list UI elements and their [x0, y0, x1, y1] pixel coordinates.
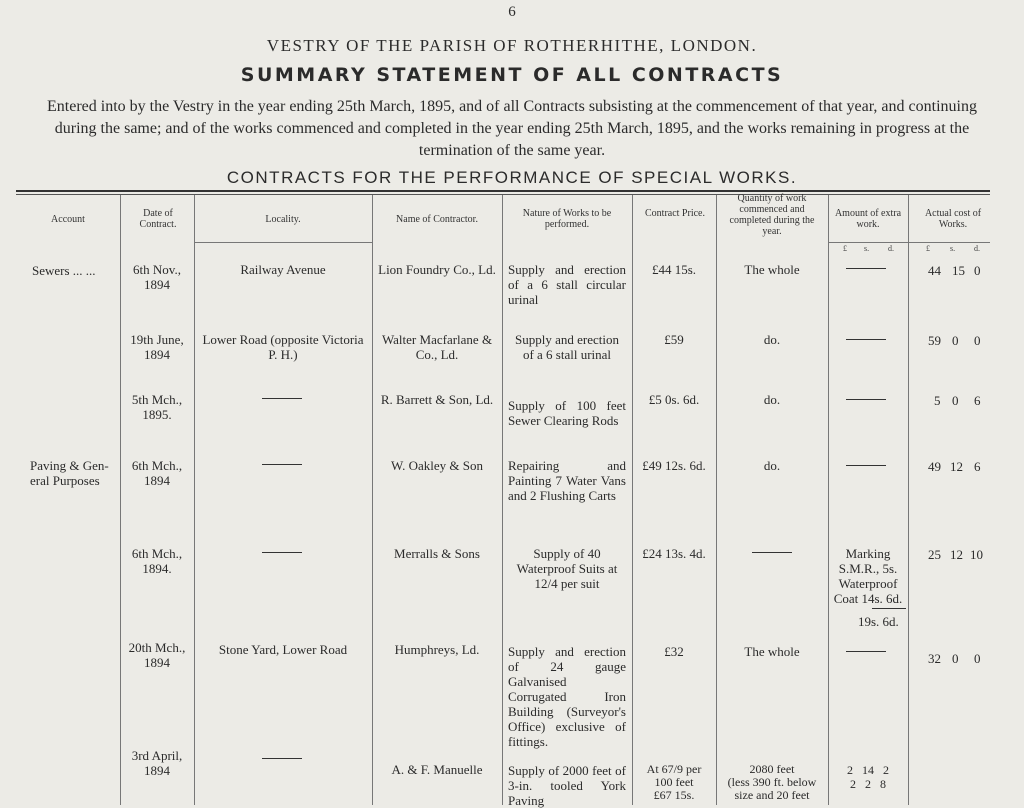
- row7-price-line1: At 67/9 per: [646, 762, 702, 776]
- row7-quantity-line3: size and 20 feet: [734, 788, 810, 802]
- row2-date-line2: 1894: [144, 347, 170, 362]
- row5-date-line2: 1894.: [142, 561, 172, 576]
- row5-extra: Marking S.M.R., 5s. Waterproof Coat 14s. 6d.: [833, 546, 903, 606]
- row4-nature: Repairing and Painting 7 Water Vans and 2 Flushing Carts: [508, 458, 626, 503]
- row1-date-line2: 1894: [144, 277, 170, 292]
- vestry-title: VESTRY OF THE PARISH OF ROTHERHITHE, LONDON.: [266, 36, 758, 55]
- row5-actual-l: 25: [928, 547, 941, 562]
- row5-actual-d: 10: [970, 547, 983, 562]
- row3-locality-dash: [262, 398, 302, 399]
- row7-contractor: A. & F. Manuelle: [391, 762, 483, 777]
- header-underline: [194, 242, 372, 243]
- row7-nature: Supply of 2000 feet of 3-in. tooled York Paving: [508, 763, 626, 808]
- row5-date-line1: 6th Mch.,: [131, 546, 183, 561]
- row1-nature: Supply and erection of a 6 stall circular urinal: [508, 262, 626, 307]
- row7-extra: [830, 763, 906, 791]
- row6-date: [122, 640, 192, 670]
- row2-actual-d: 0: [974, 333, 981, 348]
- row3-actual-d: 6: [974, 393, 981, 408]
- top-rule: [16, 190, 990, 192]
- column-divider: [632, 195, 633, 805]
- row7-price-line3: £67 15s.: [653, 788, 695, 802]
- account-paving-line2: eral Purposes: [30, 473, 100, 488]
- row1-locality: Railway Avenue: [240, 262, 326, 277]
- row6-price: £32: [664, 644, 684, 659]
- summary-title: SUMMARY STATEMENT OF ALL CONTRACTS: [240, 64, 784, 86]
- row5-price: £24 13s. 4d.: [642, 546, 706, 561]
- intro-paragraph: Entered into by the Vestry in the year ending 25th March, 1895, and of all Contracts subsisting at the commencement of that year, and continuing during the same; and of the works commenced and completed in the year ending 25th March, 1895, and the works remaining in progress at the termination of the same year.: [47, 98, 977, 159]
- row7-extra-line1: 2 14 2: [847, 763, 889, 777]
- top-rule-thin: [16, 194, 990, 195]
- row3-actual-l: 5: [934, 393, 941, 408]
- column-divider: [120, 195, 121, 805]
- row2-contractor: Walter Macfarlane & Co., Ld.: [381, 332, 493, 362]
- col-header-price: Contract Price.: [645, 208, 705, 219]
- section-title: CONTRACTS FOR THE PERFORMANCE OF SPECIAL WORKS.: [226, 168, 798, 187]
- row2-actual-l: 59: [928, 333, 941, 348]
- column-divider: [372, 195, 373, 805]
- row6-locality: Stone Yard, Lower Road: [218, 642, 348, 657]
- row5-contractor: Merralls & Sons: [394, 546, 480, 561]
- col-header-contractor: Name of Contractor.: [396, 214, 478, 225]
- row1-actual-l: 44: [928, 263, 941, 278]
- row1-actual-s: 15: [952, 263, 965, 278]
- row4-date: [122, 458, 192, 488]
- account-sewers: Sewers ... ...: [32, 263, 96, 278]
- row4-extra-dash: [846, 465, 886, 466]
- row5-locality-dash: [262, 552, 302, 553]
- row7-price-line2: 100 feet: [654, 775, 694, 789]
- col-header-actual: Actual cost of Works.: [924, 208, 982, 230]
- row5-extra-total: 19s. 6d.: [858, 614, 899, 629]
- row2-quantity: do.: [763, 332, 781, 347]
- row4-actual-s: 12: [950, 459, 963, 474]
- row3-price: £5 0s. 6d.: [648, 392, 700, 407]
- row1-date: [122, 262, 192, 292]
- row5-quantity-dash: [752, 552, 792, 553]
- row3-nature: Supply of 100 feet Sewer Clearing Rods: [508, 398, 626, 428]
- row7-date-line1: 3rd April,: [131, 748, 183, 763]
- row6-nature: Supply and erection of 24 gauge Galvanised Corrugated Iron Building (Surveyor's Office) exclusive of fittings.: [508, 644, 626, 749]
- row1-extra-dash: [846, 268, 886, 269]
- row2-extra-dash: [846, 339, 886, 340]
- row1-price: £44 15s.: [651, 262, 697, 277]
- row2-date: [122, 332, 192, 362]
- row7-price: [634, 763, 714, 802]
- header-underline: [908, 242, 990, 243]
- row6-contractor: Humphreys, Ld.: [394, 642, 480, 657]
- row3-extra-dash: [846, 399, 886, 400]
- row1-quantity: The whole: [744, 262, 800, 277]
- col-header-account: Account: [51, 214, 85, 225]
- row3-actual-s: 0: [952, 393, 959, 408]
- row4-actual-l: 49: [928, 459, 941, 474]
- extra-shilling-label: s.: [864, 244, 870, 253]
- row4-date-line2: 1894: [144, 473, 170, 488]
- row7-extra-line2: 2 2 8: [850, 777, 886, 791]
- row4-price: £49 12s. 6d.: [642, 458, 706, 473]
- row5-actual-s: 12: [950, 547, 963, 562]
- row7-quantity-line1: 2080 feet: [749, 762, 795, 776]
- row4-locality-dash: [262, 464, 302, 465]
- row4-quantity: do.: [763, 458, 781, 473]
- row4-actual-d: 6: [974, 459, 981, 474]
- col-header-locality: Locality.: [265, 214, 301, 225]
- column-divider: [194, 195, 195, 805]
- row6-actual-l: 32: [928, 651, 941, 666]
- row3-date-line2: 1895.: [142, 407, 172, 422]
- column-divider: [908, 195, 909, 805]
- column-divider: [828, 195, 829, 805]
- extra-pence-label: d.: [888, 244, 894, 253]
- row7-date-line2: 1894: [144, 763, 170, 778]
- row4-contractor: W. Oakley & Son: [391, 458, 483, 473]
- row7-quantity: [718, 763, 826, 802]
- actual-shilling-label: s.: [950, 244, 956, 253]
- row6-extra-dash: [846, 651, 886, 652]
- row5-nature: Supply of 40 Waterproof Suits at 12/4 per suit: [516, 546, 618, 591]
- row3-contractor: R. Barrett & Son, Ld.: [380, 392, 494, 407]
- row2-nature: Supply and erection of a 6 stall urinal: [515, 332, 619, 362]
- account-paving-line1: Paving & Gen-: [30, 458, 109, 473]
- extra-pound-label: £: [843, 244, 847, 253]
- actual-pence-label: d.: [974, 244, 980, 253]
- col-header-date: Date of Contract.: [139, 208, 177, 230]
- row5-date: [122, 546, 192, 576]
- row3-quantity: do.: [763, 392, 781, 407]
- row5-extra-total-rule: [872, 608, 906, 609]
- row1-contractor: Lion Foundry Co., Ld.: [378, 262, 496, 277]
- page-number: 6: [508, 4, 516, 20]
- row1-date-line1: 6th Nov.,: [133, 262, 181, 277]
- row3-date-line1: 5th Mch.,: [131, 392, 183, 407]
- row2-price: £59: [664, 332, 684, 347]
- row3-date: [122, 392, 192, 422]
- row7-locality-dash: [262, 758, 302, 759]
- row6-date-line1: 20th Mch.,: [128, 640, 186, 655]
- col-header-nature: Nature of Works to be performed.: [522, 208, 612, 230]
- col-header-extra: Amount of extra work.: [834, 208, 902, 230]
- header-underline: [828, 242, 908, 243]
- row6-actual-d: 0: [974, 651, 981, 666]
- row1-actual-d: 0: [974, 263, 981, 278]
- column-divider: [502, 195, 503, 805]
- col-header-quantity: Quantity of work commenced and completed during the year.: [729, 193, 815, 237]
- row7-quantity-line2: (less 390 ft. below: [727, 775, 817, 789]
- row7-date: [122, 748, 192, 778]
- row2-actual-s: 0: [952, 333, 959, 348]
- column-divider: [716, 195, 717, 805]
- row4-date-line1: 6th Mch.,: [131, 458, 183, 473]
- row2-locality: Lower Road (opposite Victoria P. H.): [202, 332, 364, 362]
- row6-actual-s: 0: [952, 651, 959, 666]
- actual-pound-label: £: [926, 244, 930, 253]
- row6-quantity: The whole: [744, 644, 800, 659]
- row6-date-line2: 1894: [144, 655, 170, 670]
- row2-date-line1: 19th June,: [130, 332, 184, 347]
